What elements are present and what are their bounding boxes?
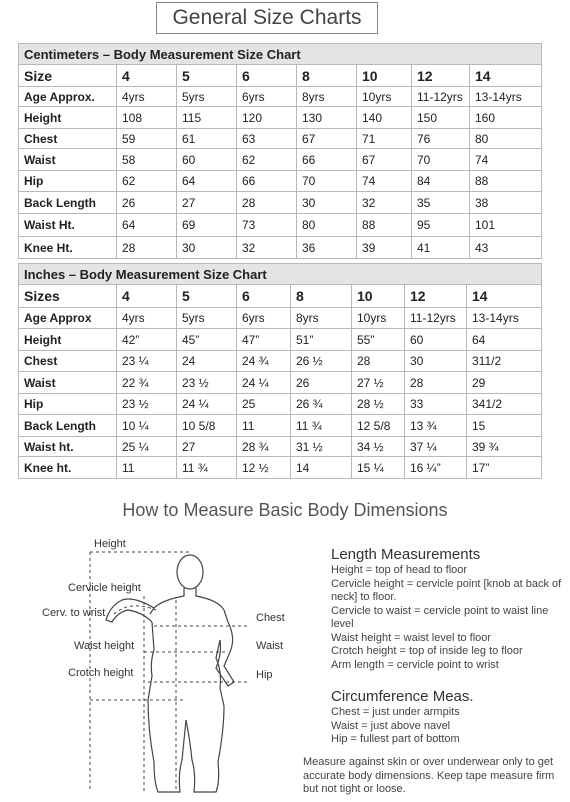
- table-cell: 88: [470, 171, 542, 192]
- table-cell: 24 ¼: [237, 372, 291, 394]
- size-cell: 6: [237, 65, 297, 87]
- table-cell: 6yrs: [237, 87, 297, 107]
- table-cell: 26: [291, 372, 352, 394]
- table-cell: 71: [357, 129, 412, 149]
- table-cell: 160: [470, 107, 542, 129]
- length-heading: Length Measurements: [331, 546, 481, 563]
- table-row: [19, 107, 542, 129]
- measuring-note: Measure against skin or over underwear only to get accurate body dimensions. Keep tape measure firm but not tight or loose.: [303, 756, 555, 795]
- table-cell: 10yrs: [357, 87, 412, 107]
- table-heading-row: [19, 44, 542, 65]
- table-cell: 33: [405, 394, 467, 415]
- table-cell: 27: [177, 192, 237, 214]
- table-cell: 66: [237, 171, 297, 192]
- size-cell: 8: [291, 285, 352, 308]
- table-cell: 8yrs: [297, 87, 357, 107]
- size-row: [19, 65, 542, 87]
- circumference-line: Waist = just above navel: [331, 719, 451, 732]
- row-label: Hip: [19, 171, 117, 192]
- length-line: Height = top of head to floor: [331, 564, 468, 576]
- table-cell: 4yrs: [117, 87, 177, 107]
- table-cell: 70: [412, 149, 470, 171]
- size-cell: 12: [405, 285, 467, 308]
- size-cell: 4: [117, 285, 177, 308]
- table-cell: 61: [177, 129, 237, 149]
- table-cell: 76: [412, 129, 470, 149]
- row-label: Waist: [19, 149, 117, 171]
- table-cell: 51”: [291, 329, 352, 351]
- size-cell: 6: [237, 285, 291, 308]
- table-cell: 84: [412, 171, 470, 192]
- cm-size-chart: [18, 43, 542, 259]
- table-cell: 5yrs: [177, 308, 237, 329]
- table-cell: 60: [405, 329, 467, 351]
- table-cell: 12 ½: [237, 457, 291, 479]
- table-cell: 10yrs: [352, 308, 405, 329]
- table-cell: 13 ¾: [405, 415, 467, 437]
- table-cell: 15 ¼: [352, 457, 405, 479]
- table-cell: 24 ¼: [177, 394, 237, 415]
- row-label: Chest: [19, 129, 117, 149]
- row-label: Waist ht.: [19, 437, 117, 457]
- table-cell: 11: [237, 415, 291, 437]
- table-cell: 69: [177, 214, 237, 237]
- table-cell: 80: [297, 214, 357, 237]
- table-cell: 26: [117, 192, 177, 214]
- table-cell: 74: [470, 149, 542, 171]
- table-cell: 11 ¾: [291, 415, 352, 437]
- table-heading: Centimeters – Body Measurement Size Chart: [19, 44, 542, 65]
- length-line: Waist height = waist level to floor: [331, 631, 492, 644]
- table-row: [19, 308, 542, 329]
- table-cell: 58: [117, 149, 177, 171]
- table-cell: 14: [291, 457, 352, 479]
- table-cell: 28: [237, 192, 297, 214]
- table-cell: 24: [177, 351, 237, 372]
- table-cell: 55”: [352, 329, 405, 351]
- row-label: Height: [19, 329, 117, 351]
- circumference-line: Chest = just under armpits: [331, 706, 460, 718]
- table-cell: 22 ¾: [117, 372, 177, 394]
- table-cell: 6yrs: [237, 308, 291, 329]
- table-cell: 12 5/8: [352, 415, 405, 437]
- table-heading-row: [19, 264, 542, 285]
- table-row: [19, 129, 542, 149]
- row-label: Knee Ht.: [19, 237, 117, 259]
- table-cell: 13-14yrs: [470, 87, 542, 107]
- table-cell: 45”: [177, 329, 237, 351]
- row-label: Hip: [19, 394, 117, 415]
- table-cell: 34 ½: [352, 437, 405, 457]
- table-cell: 64: [177, 171, 237, 192]
- table-cell: 10 ¼: [117, 415, 177, 437]
- length-line: Arm length = cervicle point to wrist: [331, 658, 499, 671]
- figure-label-hip: Hip: [256, 669, 273, 681]
- table-cell: 47”: [237, 329, 291, 351]
- table-row: [19, 329, 542, 351]
- body-measurement-figure: [30, 530, 315, 800]
- row-label: Age Approx.: [19, 87, 117, 107]
- table-cell: 27 ½: [352, 372, 405, 394]
- table-cell: 115: [177, 107, 237, 129]
- length-measurements: [331, 546, 563, 672]
- size-label: Size: [19, 65, 117, 87]
- table-cell: 70: [297, 171, 357, 192]
- table-cell: 43: [470, 237, 542, 259]
- table-cell: 64: [117, 214, 177, 237]
- length-line: Cervicle height = cervicle point [knob at back of neck] to floor.: [331, 577, 562, 603]
- table-row: [19, 372, 542, 394]
- table-cell: 29: [467, 372, 542, 394]
- table-cell: 30: [177, 237, 237, 259]
- table-cell: 28: [352, 351, 405, 372]
- table-cell: 30: [297, 192, 357, 214]
- row-label: Back Length: [19, 415, 117, 437]
- table-cell: 108: [117, 107, 177, 129]
- body-outline-illustration: [30, 530, 315, 800]
- table-cell: 37 ¼: [405, 437, 467, 457]
- table-cell: 88: [357, 214, 412, 237]
- table-cell: 95: [412, 214, 470, 237]
- figure-label-waist: Waist: [256, 640, 284, 652]
- measure-section-title: How to Measure Basic Body Dimensions: [122, 500, 448, 520]
- table-cell: 25: [237, 394, 291, 415]
- table-cell: 32: [357, 192, 412, 214]
- page-title: General Size Charts: [156, 2, 378, 34]
- row-label: Age Approx: [19, 308, 117, 329]
- table-cell: 26 ¾: [291, 394, 352, 415]
- circumference-heading: Circumference Meas.: [331, 688, 474, 705]
- table-cell: 17”: [467, 457, 542, 479]
- row-label: Waist: [19, 372, 117, 394]
- table-cell: 150: [412, 107, 470, 129]
- table-row: [19, 87, 542, 107]
- table-cell: 8yrs: [291, 308, 352, 329]
- table-cell: 42”: [117, 329, 177, 351]
- table-cell: 11 ¾: [177, 457, 237, 479]
- table-cell: 15: [467, 415, 542, 437]
- table-cell: 120: [237, 107, 297, 129]
- table-cell: 60: [177, 149, 237, 171]
- table-cell: 30: [405, 351, 467, 372]
- row-label: Height: [19, 107, 117, 129]
- size-cell: 5: [177, 285, 237, 308]
- table-row: [19, 457, 542, 479]
- figure-label-cervicle-height: Cervicle height: [68, 582, 141, 594]
- size-cell: 8: [297, 65, 357, 87]
- table-cell: 73: [237, 214, 297, 237]
- table-cell: 27: [177, 437, 237, 457]
- table-cell: 140: [357, 107, 412, 129]
- table-row: [19, 415, 542, 437]
- table-cell: 63: [237, 129, 297, 149]
- size-cell: 5: [177, 65, 237, 87]
- table-cell: 74: [357, 171, 412, 192]
- table-row: [19, 394, 542, 415]
- table-cell: 39 ¾: [467, 437, 542, 457]
- table-cell: 341/2: [467, 394, 542, 415]
- table-cell: 311/2: [467, 351, 542, 372]
- table-cell: 35: [412, 192, 470, 214]
- figure-label-height: Height: [94, 538, 126, 550]
- circumference-measurements: [331, 688, 563, 747]
- size-cell: 10: [357, 65, 412, 87]
- size-cell: 14: [467, 285, 542, 308]
- table-cell: 36: [297, 237, 357, 259]
- row-label: Back Length: [19, 192, 117, 214]
- table-cell: 31 ½: [291, 437, 352, 457]
- table-cell: 67: [297, 129, 357, 149]
- size-cell: 14: [470, 65, 542, 87]
- table-cell: 25 ¼: [117, 437, 177, 457]
- figure-label-crotch-height: Crotch height: [68, 667, 134, 679]
- table-cell: 41: [412, 237, 470, 259]
- table-row: [19, 237, 542, 259]
- table-row: [19, 149, 542, 171]
- table-heading: Inches – Body Measurement Size Chart: [19, 264, 542, 285]
- table-row: [19, 214, 542, 237]
- table-cell: 28: [117, 237, 177, 259]
- table-cell: 80: [470, 129, 542, 149]
- table-cell: 11: [117, 457, 177, 479]
- table-row: [19, 437, 542, 457]
- figure-label-waist-height: Waist height: [74, 640, 135, 652]
- table-cell: 59: [117, 129, 177, 149]
- table-cell: 23 ½: [117, 394, 177, 415]
- table-cell: 16 ¼”: [405, 457, 467, 479]
- figure-label-chest: Chest: [256, 612, 285, 624]
- circumference-line: Hip = fullest part of bottom: [331, 733, 460, 745]
- table-cell: 38: [470, 192, 542, 214]
- table-cell: 26 ½: [291, 351, 352, 372]
- figure-label-cerv-to-wrist: Cerv. to wrist: [42, 607, 106, 619]
- table-cell: 64: [467, 329, 542, 351]
- inch-size-chart: [18, 263, 542, 479]
- table-cell: 62: [237, 149, 297, 171]
- table-cell: 13-14yrs: [467, 308, 542, 329]
- table-cell: 32: [237, 237, 297, 259]
- table-row: [19, 351, 542, 372]
- size-cell: 12: [412, 65, 470, 87]
- table-cell: 28 ½: [352, 394, 405, 415]
- size-cell: 10: [352, 285, 405, 308]
- table-cell: 11-12yrs: [412, 87, 470, 107]
- size-row: [19, 285, 542, 308]
- table-cell: 28: [405, 372, 467, 394]
- table-cell: 67: [357, 149, 412, 171]
- table-cell: 62: [117, 171, 177, 192]
- length-line: Cervicle to waist = cervicle point to waist line level: [331, 604, 549, 630]
- table-cell: 28 ¾: [237, 437, 291, 457]
- table-cell: 23 ½: [177, 372, 237, 394]
- table-row: [19, 192, 542, 214]
- length-line: Crotch height = top of inside leg to floor: [331, 645, 523, 657]
- table-cell: 24 ¾: [237, 351, 291, 372]
- size-label: Sizes: [19, 285, 117, 308]
- table-cell: 5yrs: [177, 87, 237, 107]
- table-cell: 23 ¼: [117, 351, 177, 372]
- table-cell: 101: [470, 214, 542, 237]
- table-row: [19, 171, 542, 192]
- size-cell: 4: [117, 65, 177, 87]
- table-cell: 130: [297, 107, 357, 129]
- table-cell: 11-12yrs: [405, 308, 467, 329]
- row-label: Waist Ht.: [19, 214, 117, 237]
- table-cell: 66: [297, 149, 357, 171]
- row-label: Knee ht.: [19, 457, 117, 479]
- table-cell: 39: [357, 237, 412, 259]
- table-cell: 10 5/8: [177, 415, 237, 437]
- table-cell: 4yrs: [117, 308, 177, 329]
- row-label: Chest: [19, 351, 117, 372]
